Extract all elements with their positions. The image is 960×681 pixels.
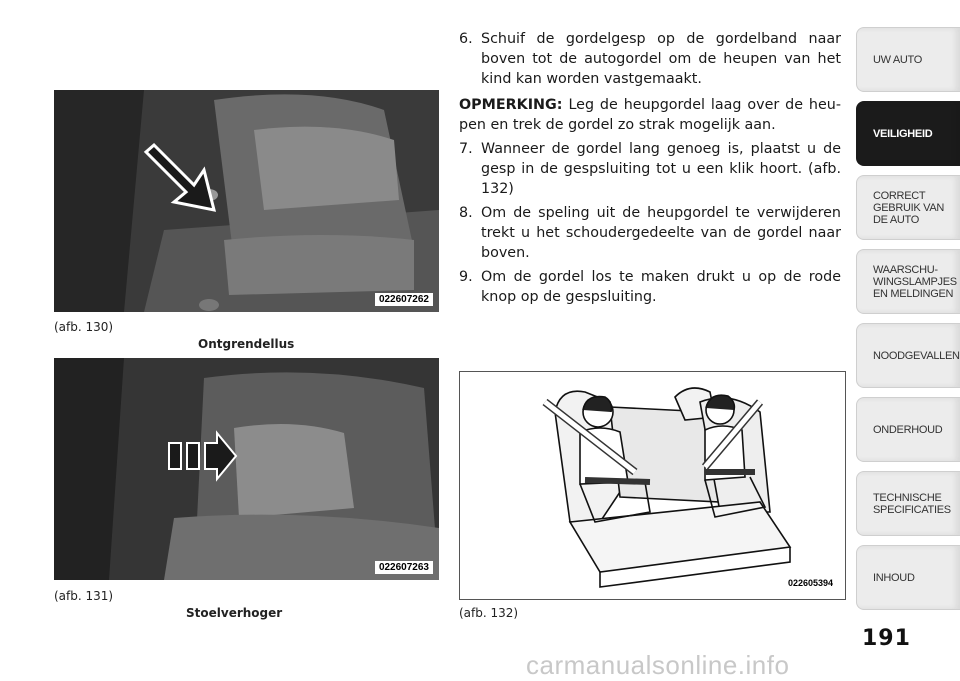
- step-text: Om de speling uit de heupgordel te verwijderen trekt u het schoudergedeelte van de gordel naar boven.: [481, 205, 841, 261]
- figure-code: 022607263: [375, 561, 433, 574]
- tab-label: TECHNISCHE SPECIFICATIES: [873, 491, 951, 516]
- step-number: 9.: [459, 269, 473, 285]
- page-number: 191: [862, 626, 911, 651]
- tab-onderhoud[interactable]: [856, 397, 960, 462]
- step-7: [459, 139, 841, 199]
- tab-veiligheid[interactable]: [856, 101, 960, 166]
- step-text: Wanneer de gordel lang genoeg is, plaatst u de gesp in de gespsluiting tot u een klik hoort. (afb. 132): [481, 141, 841, 197]
- instructions: [459, 29, 841, 311]
- tab-correct-gebruik[interactable]: [856, 175, 960, 240]
- tab-label: WAARSCHU- WINGSLAMPJES EN MELDINGEN: [873, 263, 957, 300]
- booster-seat-photo: [54, 358, 439, 580]
- step-number: 8.: [459, 205, 473, 221]
- seat-release-photo: [54, 90, 439, 312]
- figure-code: 022605394: [787, 578, 833, 588]
- figure-number: (afb. 131): [54, 589, 114, 603]
- tab-label: VEILIGHEID: [873, 127, 933, 140]
- step-9: [459, 267, 841, 307]
- watermark: carmanualsonline.info: [526, 650, 790, 680]
- figure-130-photo: [54, 90, 439, 312]
- step-8: [459, 203, 841, 263]
- figure-caption: Ontgrendellus: [198, 337, 295, 351]
- note-label: OPMERKING:: [459, 97, 563, 113]
- chapter-tabs: [856, 27, 960, 619]
- step-text: Schuif de gordelgesp op de gordelband naar boven tot de autogordel om de heupen van het kind kan worden vastgemaakt.: [481, 31, 841, 87]
- figure-code: 022607262: [375, 293, 433, 306]
- figure-132-illustration: [459, 371, 846, 600]
- tab-label: UW AUTO: [873, 53, 923, 66]
- tab-label: ONDERHOUD: [873, 423, 943, 436]
- step-text: Om de gordel los te maken drukt u op de rode knop op de gespsluiting.: [481, 269, 841, 305]
- tab-inhoud[interactable]: [856, 545, 960, 610]
- tab-waarschuwingslampjes[interactable]: [856, 249, 960, 314]
- figure-131-photo: [54, 358, 439, 580]
- step-number: 6.: [459, 31, 473, 47]
- tab-label: INHOUD: [873, 571, 915, 584]
- tab-label: CORRECT GEBRUIK VAN DE AUTO: [873, 189, 945, 226]
- note-text: Leg de heupgordel laag over de heu-pen en trek de gordel zo strak mogelijk aan.: [459, 97, 841, 133]
- tab-label: NOODGEVALLEN: [873, 349, 960, 362]
- step-number: 7.: [459, 141, 473, 157]
- figure-caption: Stoelverhoger: [186, 606, 283, 620]
- tab-technische-specificaties[interactable]: [856, 471, 960, 536]
- tab-noodgevallen[interactable]: [856, 323, 960, 388]
- figure-number: (afb. 130): [54, 320, 114, 334]
- note: [459, 95, 841, 135]
- children-booster-seats-illustration: [460, 372, 845, 599]
- figure-number: (afb. 132): [459, 606, 519, 620]
- tab-uw-auto[interactable]: [856, 27, 960, 92]
- step-6: [459, 29, 841, 89]
